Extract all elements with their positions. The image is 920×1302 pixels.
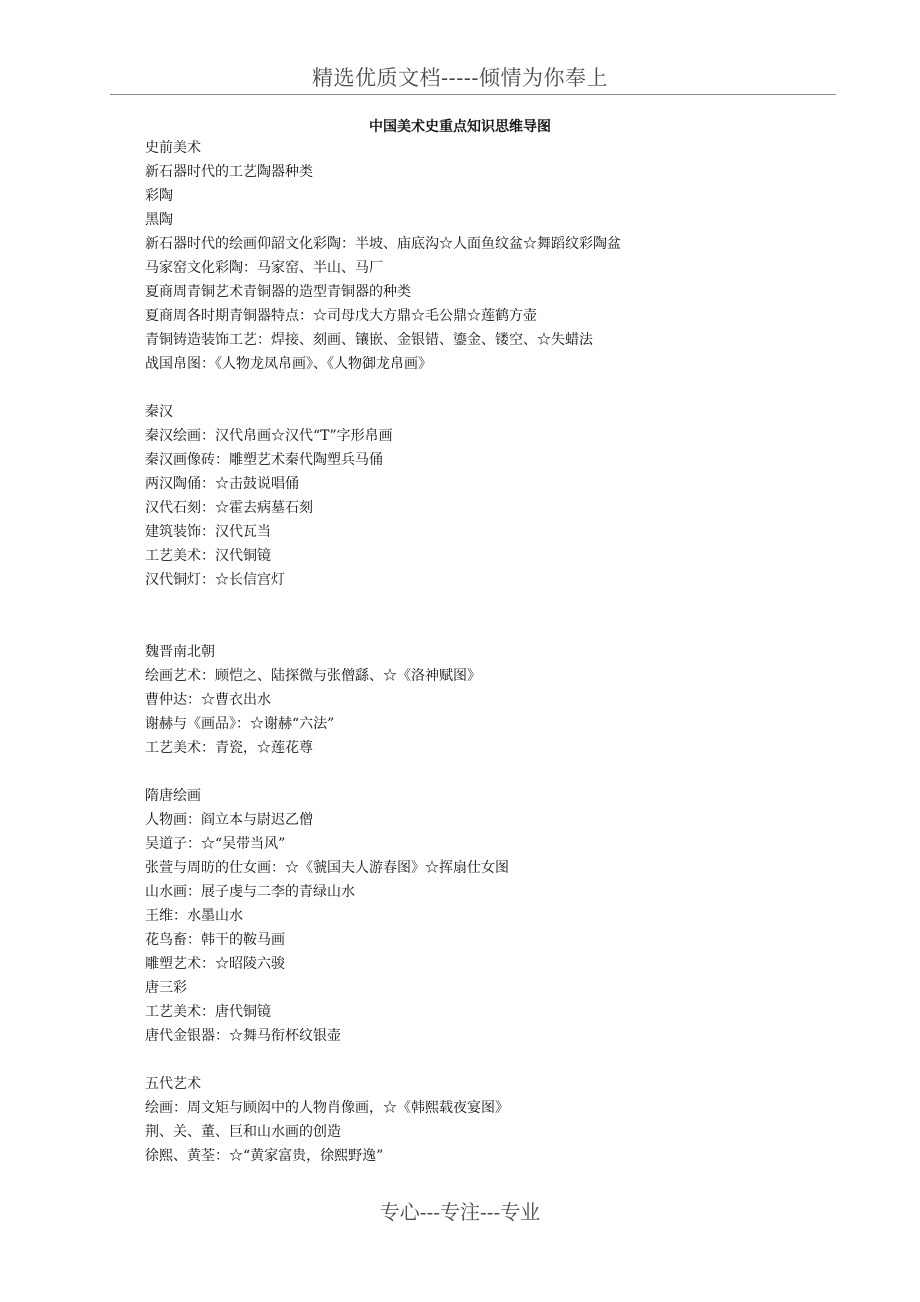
text-line: 黑陶 (145, 212, 173, 228)
text-line: 汉代石刻：☆霍去病墓石刻 (145, 500, 313, 516)
blank-line (145, 376, 845, 400)
section-suitang (145, 784, 845, 1048)
section-weijin (145, 640, 845, 760)
text-line: 雕塑艺术：☆昭陵六骏 (145, 956, 285, 972)
text-line: 汉代铜灯：☆长信宫灯 (145, 572, 285, 588)
text-line: 工艺美术：汉代铜镜 (145, 548, 271, 564)
text-line: 秦汉画像砖：雕塑艺术秦代陶塑兵马俑 (145, 452, 383, 468)
text-line: 秦汉绘画：汉代帛画☆汉代“T”字形帛画 (145, 428, 393, 444)
text-line: 唐代金银器：☆舞马衔杯纹银壶 (145, 1028, 341, 1044)
page-footer-text: 专心---专注---专业 (379, 1200, 541, 1224)
text-line: 唐三彩 (145, 980, 187, 996)
text-line: 王维：水墨山水 (145, 908, 243, 924)
document-title: 中国美术史重点知识思维导图 (369, 119, 551, 135)
section-heading: 秦汉 (145, 404, 173, 420)
blank-line (145, 760, 845, 784)
section-heading: 史前美术 (145, 140, 201, 156)
text-line: 马家窑文化彩陶：马家窑、半山、马厂 (145, 260, 383, 276)
document-body (145, 136, 845, 1168)
section-heading: 五代艺术 (145, 1076, 201, 1092)
text-line: 徐熙、黄荃：☆“黄家富贵，徐熙野逸” (145, 1148, 384, 1164)
section-prehistoric (145, 136, 845, 376)
text-line: 战国帛图：《人物龙凤帛画》、《人物御龙帛画》 (145, 356, 432, 372)
text-line: 夏商周各时期青铜器特点：☆司母戊大方鼎☆毛公鼎☆莲鹤方壶 (145, 308, 537, 324)
text-line: 吴道子：☆“吴带当风” (145, 836, 286, 852)
text-line: 花鸟畜：韩干的鞍马画 (145, 932, 285, 948)
section-heading: 魏晋南北朝 (145, 644, 215, 660)
section-heading: 隋唐绘画 (145, 788, 201, 804)
text-line: 谢赫与《画品》：☆谢赫“六法” (145, 716, 335, 732)
text-line: 工艺美术：青瓷，☆莲花尊 (145, 740, 313, 756)
text-line: 彩陶 (145, 188, 173, 204)
text-line: 曹仲达：☆曹衣出水 (145, 692, 271, 708)
text-line: 张萱与周昉的仕女画：☆《虢国夫人游春图》☆挥扇仕女图 (145, 860, 509, 876)
text-line: 新石器时代的绘画仰韶文化彩陶：半坡、庙底沟☆人面鱼纹盆☆舞蹈纹彩陶盆 (145, 236, 621, 252)
header-divider (110, 94, 836, 95)
text-line: 绘画艺术：顾恺之、陆探微与张僧繇、☆《洛神赋图》 (145, 668, 481, 684)
text-line: 两汉陶俑：☆击鼓说唱俑 (145, 476, 299, 492)
text-line: 山水画：展子虔与二李的青绿山水 (145, 884, 355, 900)
text-line: 青铜铸造装饰工艺：焊接、刻画、镶嵌、金银错、鎏金、镂空、☆失蜡法 (145, 332, 593, 348)
text-line: 人物画：阎立本与尉迟乙僧 (145, 812, 313, 828)
page-header-text: 精选优质文档-----倾情为你奉上 (312, 66, 608, 90)
text-line: 建筑装饰：汉代瓦当 (145, 524, 271, 540)
text-line: 新石器时代的工艺陶器种类 (145, 164, 313, 180)
text-line: 工艺美术：唐代铜镜 (145, 1004, 271, 1020)
text-line: 夏商周青铜艺术青铜器的造型青铜器的种类 (145, 284, 411, 300)
text-line: 荆、关、董、巨和山水画的创造 (145, 1124, 341, 1140)
section-qinhan (145, 400, 845, 592)
section-wudai (145, 1072, 845, 1168)
text-line: 绘画：周文矩与顾闳中的人物肖像画，☆《韩熙载夜宴图》 (145, 1100, 509, 1116)
blank-line (145, 592, 845, 640)
blank-line (145, 1048, 845, 1072)
